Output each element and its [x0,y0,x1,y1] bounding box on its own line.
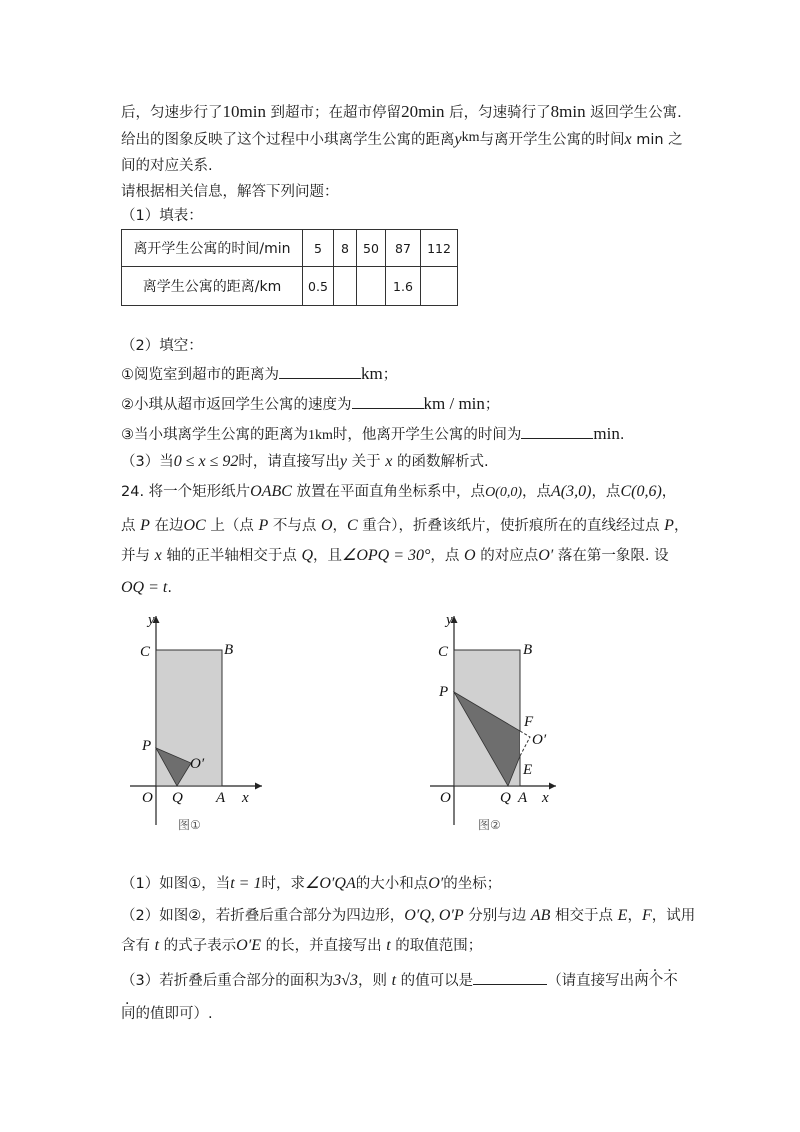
table-cell [357,267,386,306]
label-y: y [446,612,453,628]
text-line-5: （1）填表： [121,208,203,224]
answer-blank[interactable] [473,970,547,985]
problem24-line3: 并与 x 轴的正半轴相交于点 Q，且∠OPQ = 30°，点 O 的对应点O′ 落在第一象限. 设 [121,547,669,564]
answer-blank[interactable] [279,364,361,379]
table-cell: 1.6 [386,267,421,306]
label-C: C [140,644,151,660]
table-header-time: 离开学生公寓的时间/min [122,230,303,267]
table-cell: 0.5 [303,267,334,306]
label-y: y [148,612,155,628]
label-x: x [242,790,249,806]
fill-in-q4: （3）当0 ≤ x ≤ 92时，请直接写出y 关于 x 的函数解析式. [121,453,489,470]
caption-fig1: 图① [178,818,201,832]
problem24-line1: 24. 将一个矩形纸片OABC 放置在平面直角坐标系中，点O(0,0)，点A(3,0)，点C(0,6)， [121,483,677,500]
label-B: B [224,642,234,658]
label-O: O [142,790,153,806]
table-cell [334,267,357,306]
fill-in-title: （2）填空： [121,338,203,354]
label-C: C [438,644,449,660]
label-A: A [216,790,226,806]
text-line-first: 后，匀速步行了10min 到超市；在超市停留20min 后，匀速骑行了8min 返回学生公寓. [121,102,682,121]
label-P: P [439,684,449,700]
question-2: （2）如图②，若折叠后重合部分为四边形，O′Q, O′P 分别与边 AB 相交于点 E，F，试用 [121,907,696,924]
label-O-prime: O′ [190,756,205,772]
label-Q: Q [500,790,511,806]
answer-blank[interactable] [352,394,424,409]
text-line-2: 给出的图象反映了这个过程中小琪离学生公寓的距离ykm与离开学生公寓的时间x min 之 [121,130,683,148]
label-P: P [142,738,152,754]
label-B: B [523,642,533,658]
problem24-line4: OQ = t. [121,579,172,596]
table-row [122,230,458,267]
fill-in-q2: ②小琪从超市返回学生公寓的速度为 km / min； [121,394,500,413]
question-3: （3）若折叠后重合部分的面积为3√3，则 t 的值可以是 （请直接写出两个不 [121,972,678,989]
label-O-prime: O′ [532,732,547,748]
table-header-distance: 离学生公寓的距离/km [122,267,303,306]
label-O: O [440,790,451,806]
question-3-cont: 同的值即可）. [121,1006,213,1022]
table-cell: 50 [357,230,386,267]
text-line-4: 请根据相关信息，解答下列问题： [121,184,339,200]
table-cell: 87 [386,230,421,267]
label-Q: Q [172,790,183,806]
table-cell: 112 [421,230,458,267]
answer-blank[interactable] [521,424,593,439]
text-line-3: 间的对应关系. [121,158,213,174]
label-A: A [518,790,528,806]
table-row [122,267,458,306]
fill-in-q1: ①阅览室到超市的距离为 km； [121,364,398,383]
question-2-cont: 含有 t 的式子表示O′E 的长，并直接写出 t 的取值范围； [121,937,483,954]
caption-fig2: 图② [478,818,501,832]
figure-2 [420,610,580,840]
label-E: E [523,762,533,778]
fill-in-q3: ③当小琪离学生公寓的距离为1km时，他离开学生公寓的时间为 min. [121,424,625,443]
label-F: F [524,714,534,730]
table-cell [421,267,458,306]
label-x: x [542,790,549,806]
table-cell: 8 [334,230,357,267]
table-cell: 5 [303,230,334,267]
question-1: （1）如图①，当t = 1时，求∠O′QA的大小和点O′的坐标； [121,875,502,892]
problem24-line2: 点 P 在边OC 上（点 P 不与点 O，C 重合），折叠该纸片，使折痕所在的直线经过点 P， [121,517,689,534]
data-table [121,229,458,306]
figure-1 [120,610,280,840]
